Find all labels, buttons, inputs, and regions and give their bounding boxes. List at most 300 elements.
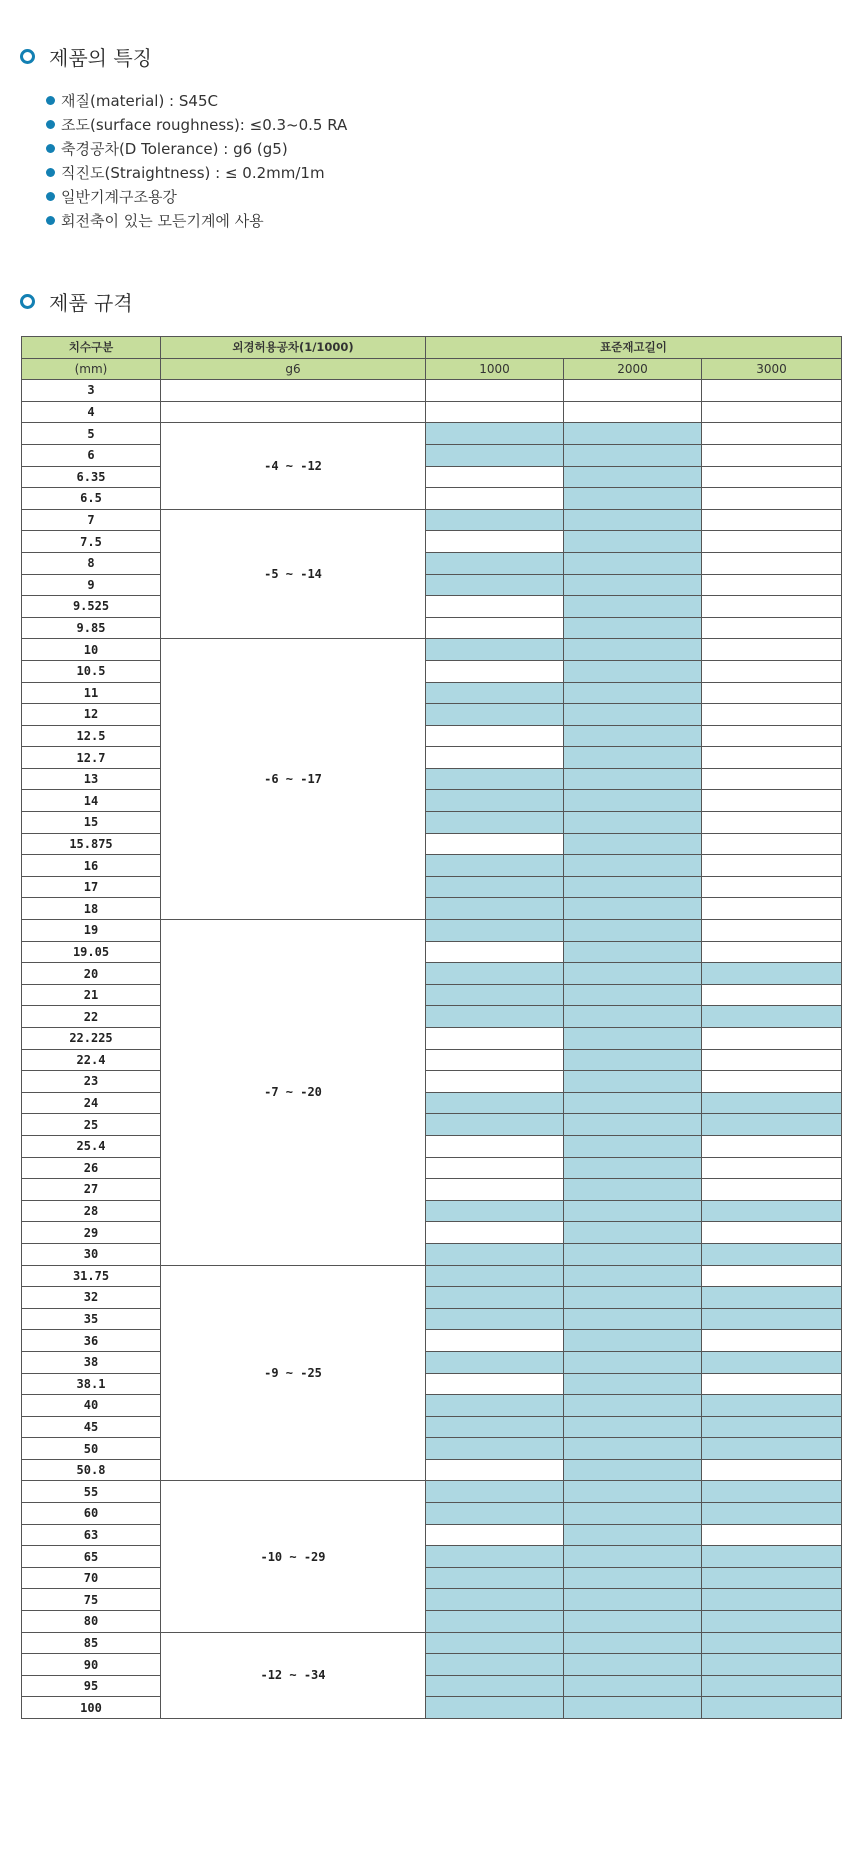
table-row bbox=[22, 941, 842, 963]
stock-cell-2000 bbox=[564, 1654, 702, 1676]
stock-cell-2000 bbox=[564, 1114, 702, 1136]
stock-cell-1000 bbox=[426, 1092, 564, 1114]
size-cell: 55 bbox=[22, 1481, 161, 1503]
size-cell: 16 bbox=[22, 855, 161, 877]
feature-text: 일반기계구조용강 bbox=[61, 187, 177, 206]
tolerance-cell bbox=[161, 380, 426, 402]
feature-list bbox=[46, 88, 347, 232]
stock-cell-3000 bbox=[702, 1697, 842, 1719]
stock-cell-3000 bbox=[702, 1049, 842, 1071]
stock-cell-2000 bbox=[564, 768, 702, 790]
stock-cell-2000 bbox=[564, 1611, 702, 1633]
tolerance-cell: -7 ~ -20 bbox=[161, 920, 426, 1266]
stock-cell-3000 bbox=[702, 1438, 842, 1460]
stock-cell-2000 bbox=[564, 1481, 702, 1503]
stock-cell-2000 bbox=[564, 380, 702, 402]
table-row bbox=[22, 1114, 842, 1136]
stock-cell-2000 bbox=[564, 812, 702, 834]
feature-item bbox=[46, 112, 347, 136]
stock-cell-1000 bbox=[426, 1330, 564, 1352]
spec-table-header bbox=[22, 337, 842, 380]
features-heading bbox=[20, 42, 152, 71]
tolerance-cell: -4 ~ -12 bbox=[161, 423, 426, 509]
stock-cell-3000 bbox=[702, 423, 842, 445]
table-row bbox=[22, 574, 842, 596]
size-cell: 17 bbox=[22, 876, 161, 898]
feature-item bbox=[46, 136, 347, 160]
size-cell: 36 bbox=[22, 1330, 161, 1352]
table-row bbox=[22, 747, 842, 769]
stock-cell-1000 bbox=[426, 1135, 564, 1157]
stock-cell-1000 bbox=[426, 1222, 564, 1244]
stock-cell-3000 bbox=[702, 1200, 842, 1222]
stock-cell-2000 bbox=[564, 1200, 702, 1222]
feature-text: 축경공차(D Tolerance) : g6 (g5) bbox=[61, 139, 288, 158]
stock-cell-2000 bbox=[564, 1632, 702, 1654]
size-cell: 22.4 bbox=[22, 1049, 161, 1071]
stock-cell-2000 bbox=[564, 531, 702, 553]
tolerance-cell: -9 ~ -25 bbox=[161, 1265, 426, 1481]
stock-cell-2000 bbox=[564, 1179, 702, 1201]
size-cell: 11 bbox=[22, 682, 161, 704]
table-row bbox=[22, 1697, 842, 1719]
stock-cell-1000 bbox=[426, 1459, 564, 1481]
stock-cell-1000 bbox=[426, 1114, 564, 1136]
stock-cell-3000 bbox=[702, 682, 842, 704]
stock-cell-2000 bbox=[564, 1287, 702, 1309]
stock-cell-2000 bbox=[564, 898, 702, 920]
size-cell: 12.5 bbox=[22, 725, 161, 747]
header-length-2000: 2000 bbox=[564, 358, 702, 380]
stock-cell-3000 bbox=[702, 941, 842, 963]
stock-cell-3000 bbox=[702, 639, 842, 661]
stock-cell-2000 bbox=[564, 488, 702, 510]
table-row bbox=[22, 876, 842, 898]
table-row bbox=[22, 444, 842, 466]
stock-cell-3000 bbox=[702, 1330, 842, 1352]
table-row bbox=[22, 423, 842, 445]
table-row bbox=[22, 1589, 842, 1611]
size-cell: 9 bbox=[22, 574, 161, 596]
stock-cell-3000 bbox=[702, 509, 842, 531]
stock-cell-1000 bbox=[426, 876, 564, 898]
table-row bbox=[22, 596, 842, 618]
stock-cell-1000 bbox=[426, 1157, 564, 1179]
size-cell: 29 bbox=[22, 1222, 161, 1244]
stock-cell-1000 bbox=[426, 1243, 564, 1265]
circle-bullet-icon bbox=[20, 49, 35, 64]
stock-cell-3000 bbox=[702, 876, 842, 898]
stock-cell-1000 bbox=[426, 1481, 564, 1503]
stock-cell-3000 bbox=[702, 1351, 842, 1373]
spec-title: 제품 규격 bbox=[49, 291, 133, 315]
stock-cell-2000 bbox=[564, 1157, 702, 1179]
stock-cell-3000 bbox=[702, 1243, 842, 1265]
table-row bbox=[22, 963, 842, 985]
stock-cell-2000 bbox=[564, 1222, 702, 1244]
table-row bbox=[22, 1524, 842, 1546]
spec-table bbox=[21, 336, 842, 1719]
size-cell: 50.8 bbox=[22, 1459, 161, 1481]
table-row bbox=[22, 1395, 842, 1417]
stock-cell-1000 bbox=[426, 1179, 564, 1201]
size-cell: 38 bbox=[22, 1351, 161, 1373]
bullet-dot-icon bbox=[46, 96, 55, 105]
stock-cell-3000 bbox=[702, 1567, 842, 1589]
stock-cell-1000 bbox=[426, 1287, 564, 1309]
table-row bbox=[22, 1049, 842, 1071]
table-row bbox=[22, 1503, 842, 1525]
stock-cell-1000 bbox=[426, 898, 564, 920]
table-row bbox=[22, 660, 842, 682]
table-row bbox=[22, 509, 842, 531]
stock-cell-1000 bbox=[426, 682, 564, 704]
stock-cell-3000 bbox=[702, 1503, 842, 1525]
bullet-dot-icon bbox=[46, 168, 55, 177]
stock-cell-3000 bbox=[702, 1157, 842, 1179]
tolerance-cell: -5 ~ -14 bbox=[161, 509, 426, 639]
table-row bbox=[22, 1416, 842, 1438]
stock-cell-1000 bbox=[426, 531, 564, 553]
table-row bbox=[22, 639, 842, 661]
stock-cell-1000 bbox=[426, 1028, 564, 1050]
stock-cell-1000 bbox=[426, 444, 564, 466]
table-row bbox=[22, 1006, 842, 1028]
table-row bbox=[22, 1287, 842, 1309]
tolerance-cell bbox=[161, 401, 426, 423]
header-size: 치수구분 bbox=[22, 337, 161, 359]
table-row bbox=[22, 704, 842, 726]
stock-cell-3000 bbox=[702, 920, 842, 942]
header-stock-length: 표준재고길이 bbox=[426, 337, 842, 359]
stock-cell-1000 bbox=[426, 1395, 564, 1417]
stock-cell-2000 bbox=[564, 876, 702, 898]
size-cell: 50 bbox=[22, 1438, 161, 1460]
stock-cell-2000 bbox=[564, 747, 702, 769]
stock-cell-1000 bbox=[426, 423, 564, 445]
size-cell: 22 bbox=[22, 1006, 161, 1028]
stock-cell-3000 bbox=[702, 1373, 842, 1395]
stock-cell-2000 bbox=[564, 1697, 702, 1719]
stock-cell-2000 bbox=[564, 639, 702, 661]
stock-cell-3000 bbox=[702, 1114, 842, 1136]
table-row bbox=[22, 725, 842, 747]
stock-cell-3000 bbox=[702, 488, 842, 510]
table-row bbox=[22, 1222, 842, 1244]
size-cell: 70 bbox=[22, 1567, 161, 1589]
stock-cell-3000 bbox=[702, 574, 842, 596]
size-cell: 27 bbox=[22, 1179, 161, 1201]
tolerance-cell: -10 ~ -29 bbox=[161, 1481, 426, 1632]
table-row bbox=[22, 1028, 842, 1050]
table-row bbox=[22, 1265, 842, 1287]
stock-cell-3000 bbox=[702, 1481, 842, 1503]
stock-cell-2000 bbox=[564, 855, 702, 877]
table-row bbox=[22, 552, 842, 574]
table-row bbox=[22, 617, 842, 639]
stock-cell-3000 bbox=[702, 1459, 842, 1481]
table-row bbox=[22, 1481, 842, 1503]
stock-cell-1000 bbox=[426, 1611, 564, 1633]
stock-cell-3000 bbox=[702, 833, 842, 855]
stock-cell-3000 bbox=[702, 466, 842, 488]
size-cell: 38.1 bbox=[22, 1373, 161, 1395]
feature-item bbox=[46, 160, 347, 184]
stock-cell-2000 bbox=[564, 596, 702, 618]
size-cell: 25 bbox=[22, 1114, 161, 1136]
table-row bbox=[22, 1675, 842, 1697]
stock-cell-1000 bbox=[426, 1416, 564, 1438]
stock-cell-1000 bbox=[426, 747, 564, 769]
stock-cell-2000 bbox=[564, 1675, 702, 1697]
table-row bbox=[22, 1351, 842, 1373]
stock-cell-3000 bbox=[702, 1028, 842, 1050]
stock-cell-1000 bbox=[426, 1503, 564, 1525]
stock-cell-2000 bbox=[564, 509, 702, 531]
stock-cell-2000 bbox=[564, 1265, 702, 1287]
bullet-dot-icon bbox=[46, 144, 55, 153]
header-size-unit: (mm) bbox=[22, 358, 161, 380]
size-cell: 75 bbox=[22, 1589, 161, 1611]
table-row bbox=[22, 1330, 842, 1352]
stock-cell-1000 bbox=[426, 1589, 564, 1611]
size-cell: 40 bbox=[22, 1395, 161, 1417]
size-cell: 30 bbox=[22, 1243, 161, 1265]
size-cell: 80 bbox=[22, 1611, 161, 1633]
table-row bbox=[22, 1438, 842, 1460]
size-cell: 25.4 bbox=[22, 1135, 161, 1157]
stock-cell-3000 bbox=[702, 617, 842, 639]
stock-cell-2000 bbox=[564, 1395, 702, 1417]
feature-text: 직진도(Straightness) : ≤ 0.2mm/1m bbox=[61, 163, 325, 182]
table-row bbox=[22, 898, 842, 920]
stock-cell-1000 bbox=[426, 639, 564, 661]
table-row bbox=[22, 812, 842, 834]
size-cell: 21 bbox=[22, 984, 161, 1006]
stock-cell-1000 bbox=[426, 1351, 564, 1373]
stock-cell-3000 bbox=[702, 1675, 842, 1697]
stock-cell-2000 bbox=[564, 466, 702, 488]
size-cell: 28 bbox=[22, 1200, 161, 1222]
size-cell: 18 bbox=[22, 898, 161, 920]
table-row bbox=[22, 1135, 842, 1157]
stock-cell-2000 bbox=[564, 725, 702, 747]
stock-cell-2000 bbox=[564, 1092, 702, 1114]
table-row bbox=[22, 1632, 842, 1654]
stock-cell-3000 bbox=[702, 1179, 842, 1201]
stock-cell-1000 bbox=[426, 574, 564, 596]
table-row bbox=[22, 1567, 842, 1589]
circle-bullet-icon bbox=[20, 294, 35, 309]
stock-cell-3000 bbox=[702, 1611, 842, 1633]
stock-cell-3000 bbox=[702, 1632, 842, 1654]
stock-cell-3000 bbox=[702, 1589, 842, 1611]
stock-cell-2000 bbox=[564, 401, 702, 423]
feature-item bbox=[46, 208, 347, 232]
stock-cell-2000 bbox=[564, 984, 702, 1006]
size-cell: 6 bbox=[22, 444, 161, 466]
stock-cell-1000 bbox=[426, 552, 564, 574]
table-row bbox=[22, 401, 842, 423]
stock-cell-1000 bbox=[426, 660, 564, 682]
size-cell: 7 bbox=[22, 509, 161, 531]
table-row bbox=[22, 1308, 842, 1330]
table-row bbox=[22, 1546, 842, 1568]
stock-cell-2000 bbox=[564, 682, 702, 704]
stock-cell-2000 bbox=[564, 1459, 702, 1481]
stock-cell-2000 bbox=[564, 423, 702, 445]
stock-cell-2000 bbox=[564, 1524, 702, 1546]
stock-cell-3000 bbox=[702, 1287, 842, 1309]
size-cell: 26 bbox=[22, 1157, 161, 1179]
size-cell: 31.75 bbox=[22, 1265, 161, 1287]
size-cell: 9.525 bbox=[22, 596, 161, 618]
table-row bbox=[22, 466, 842, 488]
stock-cell-3000 bbox=[702, 1546, 842, 1568]
table-row bbox=[22, 531, 842, 553]
stock-cell-2000 bbox=[564, 1135, 702, 1157]
table-row bbox=[22, 1611, 842, 1633]
table-row bbox=[22, 682, 842, 704]
table-row bbox=[22, 488, 842, 510]
table-row bbox=[22, 380, 842, 402]
stock-cell-2000 bbox=[564, 1503, 702, 1525]
size-cell: 65 bbox=[22, 1546, 161, 1568]
table-row bbox=[22, 833, 842, 855]
size-cell: 3 bbox=[22, 380, 161, 402]
table-row bbox=[22, 1243, 842, 1265]
table-row bbox=[22, 1373, 842, 1395]
stock-cell-1000 bbox=[426, 920, 564, 942]
stock-cell-3000 bbox=[702, 444, 842, 466]
size-cell: 60 bbox=[22, 1503, 161, 1525]
tolerance-cell: -6 ~ -17 bbox=[161, 639, 426, 920]
size-cell: 10 bbox=[22, 639, 161, 661]
stock-cell-3000 bbox=[702, 1308, 842, 1330]
stock-cell-1000 bbox=[426, 1567, 564, 1589]
stock-cell-3000 bbox=[702, 768, 842, 790]
size-cell: 35 bbox=[22, 1308, 161, 1330]
table-row bbox=[22, 1459, 842, 1481]
stock-cell-2000 bbox=[564, 1351, 702, 1373]
stock-cell-2000 bbox=[564, 1373, 702, 1395]
table-row bbox=[22, 920, 842, 942]
feature-item bbox=[46, 88, 347, 112]
stock-cell-2000 bbox=[564, 1071, 702, 1093]
stock-cell-1000 bbox=[426, 1006, 564, 1028]
stock-cell-1000 bbox=[426, 1524, 564, 1546]
stock-cell-2000 bbox=[564, 1330, 702, 1352]
stock-cell-2000 bbox=[564, 833, 702, 855]
feature-text: 재질(material) : S45C bbox=[61, 91, 218, 110]
stock-cell-3000 bbox=[702, 725, 842, 747]
stock-cell-1000 bbox=[426, 1546, 564, 1568]
stock-cell-1000 bbox=[426, 1697, 564, 1719]
stock-cell-1000 bbox=[426, 1308, 564, 1330]
stock-cell-2000 bbox=[564, 704, 702, 726]
stock-cell-3000 bbox=[702, 1416, 842, 1438]
spec-table-body bbox=[22, 380, 842, 1719]
size-cell: 7.5 bbox=[22, 531, 161, 553]
size-cell: 5 bbox=[22, 423, 161, 445]
stock-cell-3000 bbox=[702, 552, 842, 574]
stock-cell-3000 bbox=[702, 984, 842, 1006]
stock-cell-3000 bbox=[702, 1524, 842, 1546]
stock-cell-3000 bbox=[702, 963, 842, 985]
stock-cell-3000 bbox=[702, 380, 842, 402]
size-cell: 22.225 bbox=[22, 1028, 161, 1050]
stock-cell-1000 bbox=[426, 1675, 564, 1697]
stock-cell-1000 bbox=[426, 509, 564, 531]
stock-cell-2000 bbox=[564, 1589, 702, 1611]
stock-cell-3000 bbox=[702, 660, 842, 682]
stock-cell-3000 bbox=[702, 1092, 842, 1114]
size-cell: 8 bbox=[22, 552, 161, 574]
stock-cell-2000 bbox=[564, 1308, 702, 1330]
stock-cell-3000 bbox=[702, 1071, 842, 1093]
stock-cell-2000 bbox=[564, 1006, 702, 1028]
stock-cell-3000 bbox=[702, 1222, 842, 1244]
stock-cell-3000 bbox=[702, 401, 842, 423]
size-cell: 9.85 bbox=[22, 617, 161, 639]
stock-cell-1000 bbox=[426, 984, 564, 1006]
stock-cell-1000 bbox=[426, 596, 564, 618]
stock-cell-1000 bbox=[426, 380, 564, 402]
stock-cell-1000 bbox=[426, 963, 564, 985]
stock-cell-3000 bbox=[702, 531, 842, 553]
size-cell: 12 bbox=[22, 704, 161, 726]
stock-cell-1000 bbox=[426, 617, 564, 639]
size-cell: 15 bbox=[22, 812, 161, 834]
table-row bbox=[22, 1071, 842, 1093]
size-cell: 4 bbox=[22, 401, 161, 423]
stock-cell-2000 bbox=[564, 790, 702, 812]
table-row bbox=[22, 1179, 842, 1201]
table-row bbox=[22, 1092, 842, 1114]
tolerance-cell: -12 ~ -34 bbox=[161, 1632, 426, 1718]
size-cell: 100 bbox=[22, 1697, 161, 1719]
size-cell: 19.05 bbox=[22, 941, 161, 963]
stock-cell-2000 bbox=[564, 574, 702, 596]
stock-cell-2000 bbox=[564, 1438, 702, 1460]
stock-cell-2000 bbox=[564, 1028, 702, 1050]
stock-cell-1000 bbox=[426, 855, 564, 877]
feature-text: 회전축이 있는 모든기계에 사용 bbox=[61, 211, 264, 230]
table-row bbox=[22, 768, 842, 790]
stock-cell-2000 bbox=[564, 1567, 702, 1589]
table-row bbox=[22, 984, 842, 1006]
stock-cell-1000 bbox=[426, 768, 564, 790]
bullet-dot-icon bbox=[46, 216, 55, 225]
stock-cell-3000 bbox=[702, 898, 842, 920]
stock-cell-2000 bbox=[564, 1546, 702, 1568]
size-cell: 12.7 bbox=[22, 747, 161, 769]
stock-cell-2000 bbox=[564, 617, 702, 639]
size-cell: 6.35 bbox=[22, 466, 161, 488]
stock-cell-1000 bbox=[426, 1373, 564, 1395]
header-length-1000: 1000 bbox=[426, 358, 564, 380]
stock-cell-3000 bbox=[702, 812, 842, 834]
header-tolerance: 외경허용공차(1/1000) bbox=[161, 337, 426, 359]
table-row bbox=[22, 1157, 842, 1179]
stock-cell-1000 bbox=[426, 466, 564, 488]
stock-cell-3000 bbox=[702, 1135, 842, 1157]
size-cell: 63 bbox=[22, 1524, 161, 1546]
size-cell: 85 bbox=[22, 1632, 161, 1654]
bullet-dot-icon bbox=[46, 120, 55, 129]
stock-cell-1000 bbox=[426, 941, 564, 963]
stock-cell-3000 bbox=[702, 1006, 842, 1028]
